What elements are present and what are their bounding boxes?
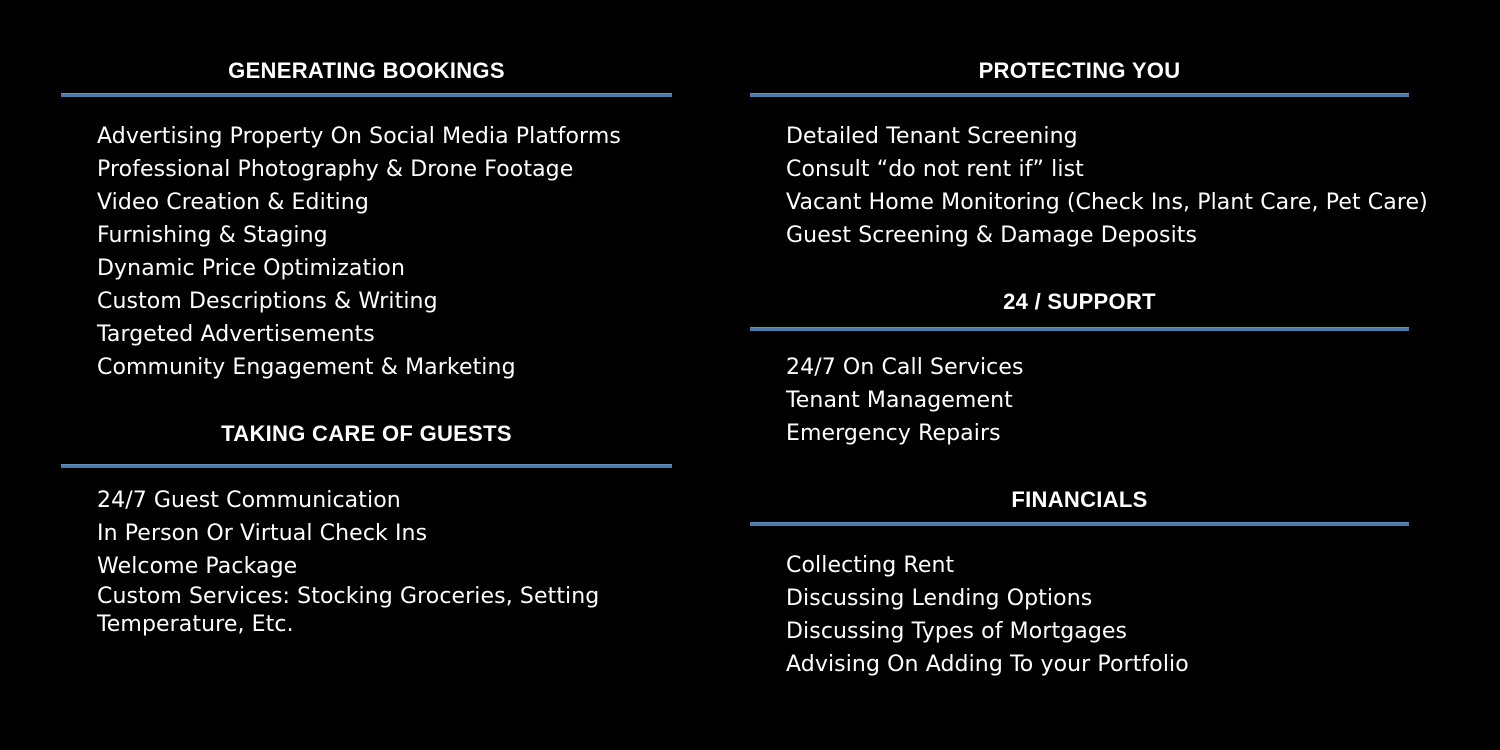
section-divider xyxy=(61,93,672,97)
service-list-protecting-you xyxy=(786,120,1428,252)
service-item: Custom Descriptions & Writing xyxy=(97,289,438,314)
service-item: 24/7 On Call Services xyxy=(786,355,1024,380)
service-item: Collecting Rent xyxy=(786,553,955,578)
section-divider xyxy=(750,522,1409,526)
service-item: In Person Or Virtual Check Ins xyxy=(97,521,428,546)
service-item: Custom Services: Stocking Groceries, Setting Temperature, Etc. xyxy=(97,584,600,637)
service-item: 24/7 Guest Communication xyxy=(97,488,401,513)
section-title-taking-care-of-guests: TAKING CARE OF GUESTS xyxy=(221,421,512,446)
service-item: Dynamic Price Optimization xyxy=(97,256,406,281)
section-title-financials: FINANCIALS xyxy=(1011,487,1148,512)
service-item: Advising On Adding To your Portfolio xyxy=(786,652,1189,677)
service-item: Discussing Types of Mortgages xyxy=(786,619,1128,644)
service-list-generating-bookings xyxy=(97,120,621,384)
section-title-generating-bookings: GENERATING BOOKINGS xyxy=(228,58,505,83)
service-list-financials xyxy=(786,549,1189,681)
section-title-protecting-you: PROTECTING YOU xyxy=(978,58,1181,83)
service-item: Guest Screening & Damage Deposits xyxy=(786,223,1198,248)
service-item: Furnishing & Staging xyxy=(97,223,328,248)
service-item: Video Creation & Editing xyxy=(97,190,369,215)
service-item: Discussing Lending Options xyxy=(786,586,1093,611)
service-item: Professional Photography & Drone Footage xyxy=(97,157,574,182)
service-item: Targeted Advertisements xyxy=(97,322,375,347)
section-divider xyxy=(750,93,1409,97)
service-list-support xyxy=(786,351,1024,450)
service-item: Tenant Management xyxy=(786,388,1013,413)
service-item: Detailed Tenant Screening xyxy=(786,124,1078,149)
section-divider xyxy=(750,327,1409,331)
section-title-support: 24 / SUPPORT xyxy=(1003,289,1156,314)
service-item: Community Engagement & Marketing xyxy=(97,355,516,380)
section-divider xyxy=(61,464,672,468)
service-item: Vacant Home Monitoring (Check Ins, Plant Care, Pet Care) xyxy=(786,190,1428,215)
service-item: Emergency Repairs xyxy=(786,421,1001,446)
service-item: Consult “do not rent if” list xyxy=(786,157,1084,182)
service-item: Advertising Property On Social Media Platforms xyxy=(97,124,621,149)
service-item: Welcome Package xyxy=(97,554,298,579)
service-list-taking-care-of-guests xyxy=(97,484,657,639)
